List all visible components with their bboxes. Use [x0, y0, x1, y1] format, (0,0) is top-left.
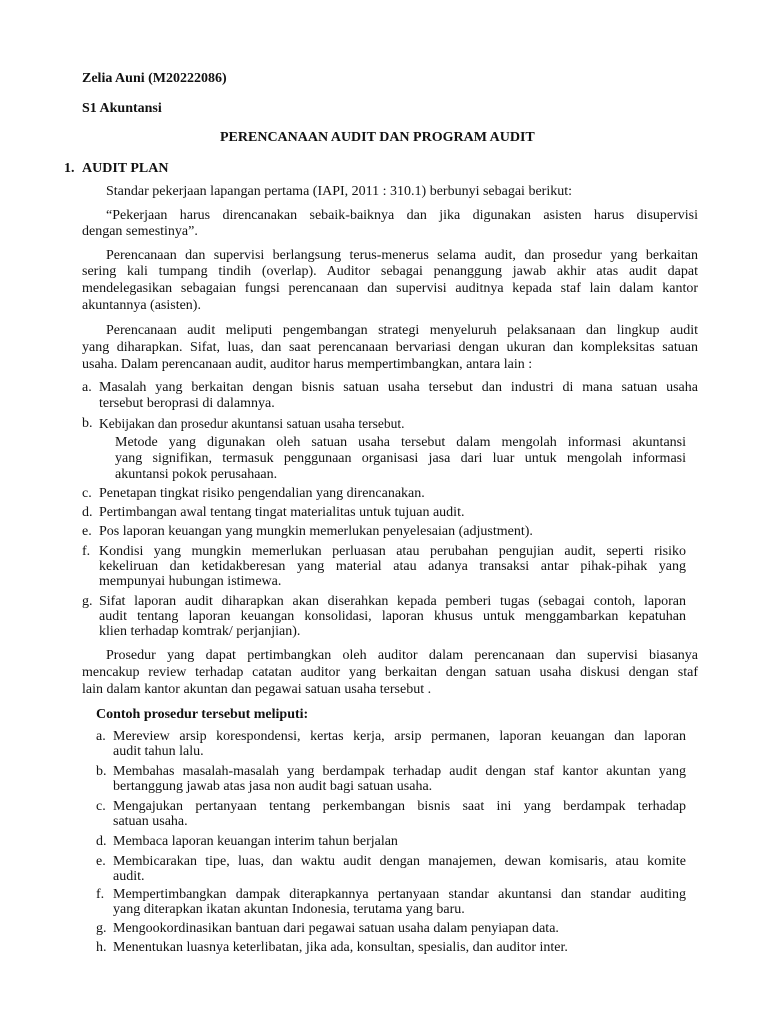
example-item-f-line-1: Mempertimbangkan dampak diterapkannya pertanyaan standar akuntansi dan standar auditing	[113, 887, 686, 902]
example-item-c-line-1: Mengajukan pertanyaan tentang perkembangan bisnis saat ini yang berdampak terhadap	[113, 799, 686, 814]
list-item-c: Penetapan tingkat risiko pengendalian yang direncanakan.	[99, 486, 425, 501]
list-marker: g.	[82, 594, 93, 609]
list-item-d: Pertimbangan awal tentang tingat materialitas untuk tujuan audit.	[99, 505, 465, 520]
example-item-a-line-2: audit tahun lalu.	[113, 744, 204, 759]
list-item-g-line-2: audit tentang laporan keuangan konsolidasi, laporan khusus untuk menggambarkan kepatuhan	[99, 609, 686, 624]
list-marker: e.	[96, 854, 106, 869]
list-marker: d.	[96, 834, 107, 849]
list-marker: e.	[82, 524, 92, 539]
list-item-b-sub-line-3: akuntansi pokok perusahaan.	[115, 467, 278, 482]
list-item-g-line-3: klien terhadap komtrak/ perjanjian).	[99, 624, 301, 639]
paragraph-2-line-3: mendelegasikan sebagaian fungsi perencanaan dan supervisi auditnya kepada staf lain dalam kantor	[82, 281, 698, 296]
example-item-f-line-2: yang diterapkan ikatan akuntan Indonesia, terutama yang baru.	[113, 902, 465, 917]
list-marker: d.	[82, 505, 93, 520]
list-item-a-line-1: Masalah yang berkaitan dengan bisnis satuan usaha tersebut dan industri di mana satuan usaha	[99, 380, 698, 395]
example-item-d: Membaca laporan keuangan interim tahun berjalan	[113, 834, 398, 849]
paragraph-4-line-1: Prosedur yang dapat pertimbangkan oleh auditor dalam perencanaan dan supervisi biasanya	[106, 648, 698, 663]
document-title: PERENCANAAN AUDIT DAN PROGRAM AUDIT	[220, 130, 535, 145]
paragraph-2-line-4: akuntannya (asisten).	[82, 298, 201, 313]
example-item-b-line-2: bertanggung jawab atas jasa non audit bagi satuan usaha.	[113, 779, 433, 794]
study-program: S1 Akuntansi	[82, 101, 162, 116]
list-marker: b.	[96, 764, 107, 779]
list-marker: b.	[82, 416, 93, 431]
list-marker: c.	[96, 799, 106, 814]
list-marker: a.	[82, 380, 92, 395]
list-marker: a.	[96, 729, 106, 744]
list-item-b-line-1: Kebijakan dan prosedur akuntansi satuan usaha tersebut.	[99, 416, 405, 431]
example-item-g: Mengookordinasikan bantuan dari pegawai satuan usaha dalam penyiapan data.	[113, 921, 559, 936]
list-marker: c.	[82, 486, 92, 501]
example-item-e-line-2: audit.	[113, 869, 145, 884]
example-item-b-line-1: Membahas masalah-masalah yang berdampak terhadap audit dengan staf kantor akuntan yang	[113, 764, 686, 779]
paragraph-3-line-2: yang diharapkan. Sifat, luas, dan saat perencanaan bervariasi dengan ukuran dan kompleksitas satuan	[82, 340, 698, 355]
list-item-b-sub-line-1: Metode yang digunakan oleh satuan usaha tersebut dalam mengolah informasi akuntansi	[115, 435, 686, 450]
example-item-c-line-2: satuan usaha.	[113, 814, 188, 829]
paragraph-4-line-3: lain dalam kantor akuntan dan pegawai satuan usaha tersebut .	[82, 682, 432, 697]
paragraph-2-line-2: sering kali tumpang tindih (overlap). Auditor sebagai penanggung jawab akhir atas audit dapat	[82, 264, 698, 279]
list-item-a-line-2: tersebut beroprasi di dalamnya.	[99, 396, 275, 411]
paragraph-3-line-3: usaha. Dalam perencanaan audit, auditor harus mempertimbangkan, antara lain :	[82, 357, 533, 372]
paragraph-4-line-2: mencakup review terhadap catatan auditor yang berkaitan dengan satuan usaha diskusi dengan staf	[82, 665, 698, 680]
example-item-a-line-1: Mereview arsip korespondensi, kertas kerja, arsip permanen, laporan keuangan dan laporan	[113, 729, 686, 744]
list-item-f-line-2: kekeliruan dan ketidakberesan yang material atau adanya transaksi antar pihak-pihak yang	[99, 559, 686, 574]
list-item-b-sub-line-2: yang signifikan, termasuk penggunaan organisasi jasa dari luar untuk mengolah informasi	[115, 451, 686, 466]
paragraph-1: Standar pekerjaan lapangan pertama (IAPI, 2011 : 310.1) berbunyi sebagai berikut:	[106, 184, 572, 199]
example-item-h: Menentukan luasnya keterlibatan, jika ada, konsultan, spesialis, dan auditor inter.	[113, 940, 568, 955]
quote-line-1: “Pekerjaan harus direncanakan sebaik-baiknya dan jika digunakan asisten harus disupervisi	[106, 208, 698, 223]
list-marker: h.	[96, 940, 107, 955]
list-marker: f.	[96, 887, 105, 902]
quote-line-2: dengan semestinya”.	[82, 224, 198, 239]
list-item-f-line-3: mempunyai hubungan istimewa.	[99, 574, 282, 589]
list-marker: f.	[82, 544, 91, 559]
section-number: 1.	[64, 161, 75, 176]
paragraph-2-line-1: Perencanaan dan supervisi berlangsung terus-menerus selama audit, dan prosedur yang berkaitan	[106, 248, 698, 263]
list-item-f-line-1: Kondisi yang mungkin memerlukan perluasan atau perubahan pengujian audit, seperti risiko	[99, 544, 686, 559]
section-heading: AUDIT PLAN	[82, 161, 169, 176]
examples-heading: Contoh prosedur tersebut meliputi:	[96, 707, 309, 722]
list-marker: g.	[96, 921, 107, 936]
example-item-e-line-1: Membicarakan tipe, luas, dan waktu audit dengan manajemen, dewan komisaris, atau komite	[113, 854, 686, 869]
list-item-g-line-1: Sifat laporan audit diharapkan akan diserahkan kepada pemberi tugas (sebagai contoh, laporan	[99, 594, 686, 609]
paragraph-3-line-1: Perencanaan audit meliputi pengembangan strategi menyeluruh pelaksanaan dan lingkup audit	[106, 323, 698, 338]
author-name: Zelia Auni (M20222086)	[82, 71, 227, 86]
list-item-e: Pos laporan keuangan yang mungkin memerlukan penyelesaian (adjustment).	[99, 524, 533, 539]
